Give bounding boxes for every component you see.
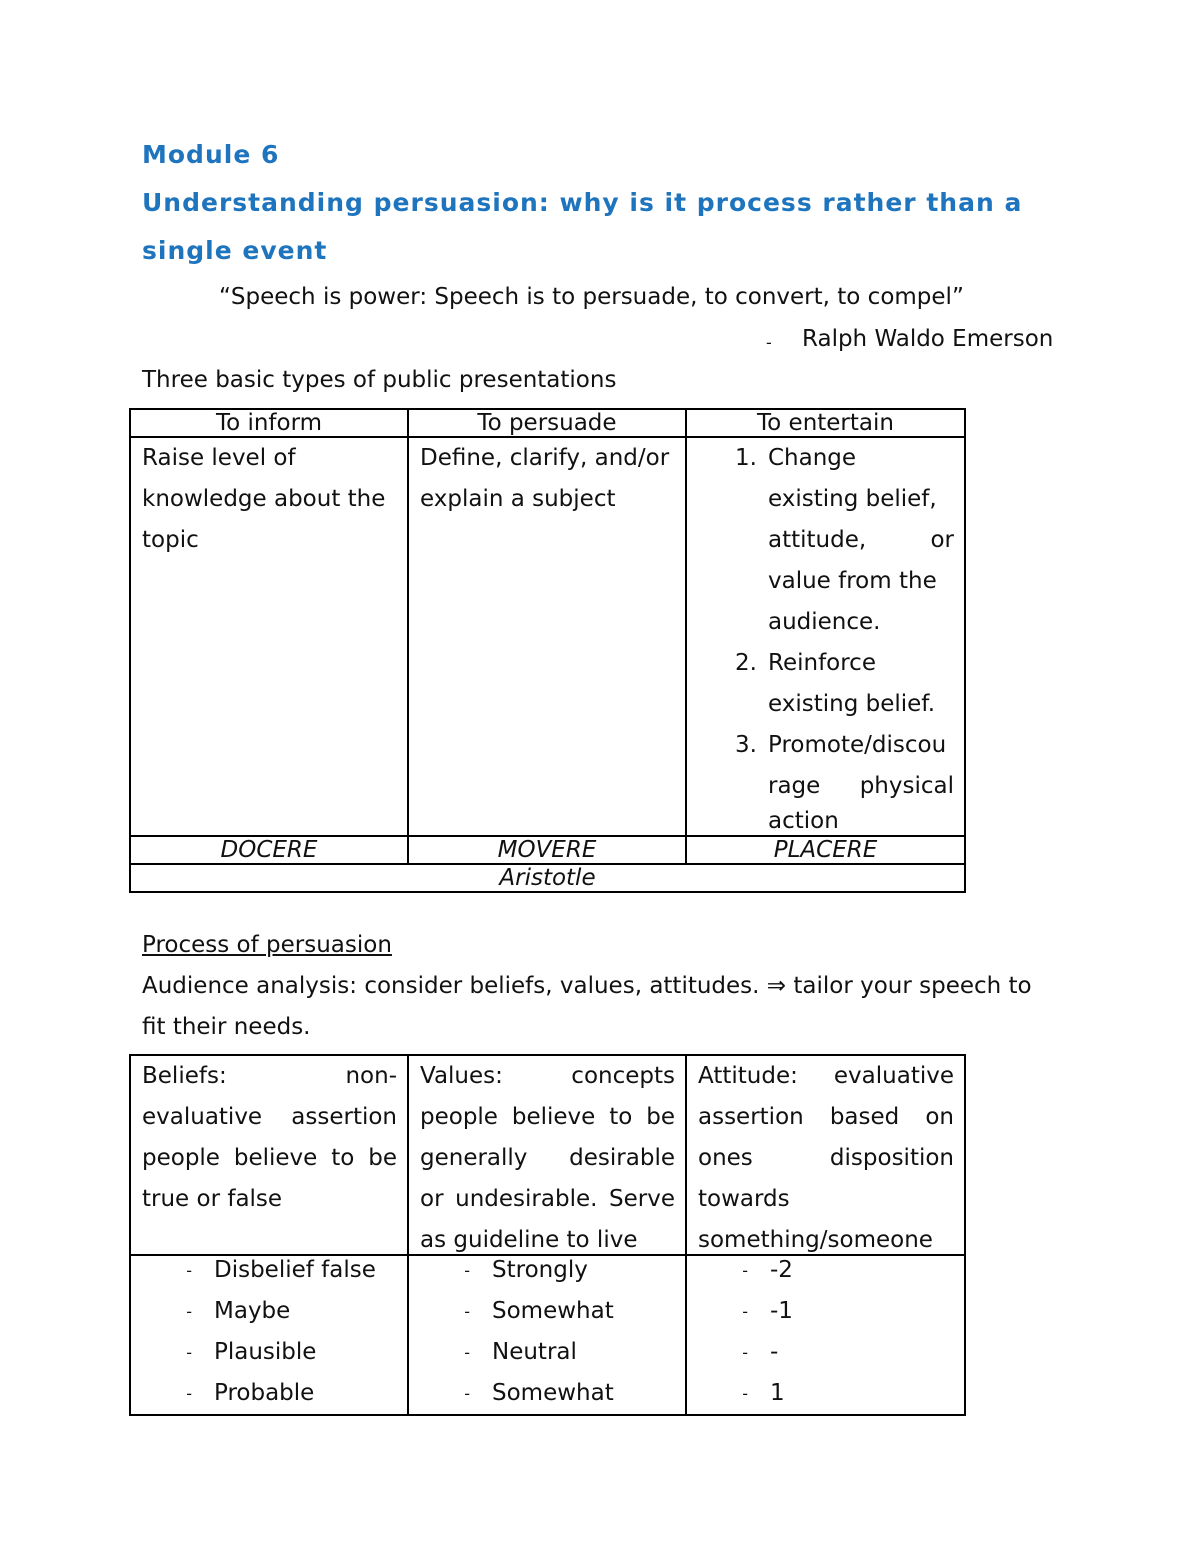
attribution-dash: - [766,333,772,352]
list-item: existing belief, [768,486,937,512]
quote-attribution: Ralph Waldo Emerson [802,326,1054,352]
list-item: 3. Promote/discou [735,732,947,758]
list-item: - Disbelief false [186,1257,376,1283]
list-item: - Maybe [186,1298,291,1324]
scale-row [130,1255,965,1415]
values-scale [408,1255,686,1415]
table1-content-row [130,437,965,836]
latin-movere: MOVERE [408,836,686,864]
subtitle-line-2: single event [142,236,328,265]
audience-line-2: fit their needs. [142,1014,311,1040]
values-definition: Values: concepts people believe to be generally desirable or undesirable. Serve as guideline to live [408,1055,686,1255]
list-item: - - [742,1339,779,1365]
module-title: Module 6 [142,140,280,169]
latin-row [130,836,965,864]
subtitle-line-1: Understanding persuasion: why is it process rather than a [142,188,1023,217]
list-item: value from the [768,568,937,594]
list-item: - Strongly [464,1257,588,1283]
aristotle-footer: Aristotle [130,864,965,892]
list-item: - -1 [742,1298,793,1324]
list-item: rage physical [768,773,954,799]
table1-header-row [130,409,965,437]
presentation-types-table [129,408,966,893]
inform-description: Raise level of knowledge about the topic [130,437,408,836]
table1-intro: Three basic types of public presentations [142,367,617,393]
audience-analysis-table [129,1054,966,1416]
entertain-list [687,438,964,835]
process-heading: Process of persuasion [142,932,392,958]
list-item: - Somewhat [464,1298,614,1324]
list-item: 1. Change [735,445,857,471]
quote: “Speech is power: Speech is to persuade, to convert, to compel” [219,284,964,310]
audience-line-1: Audience analysis: consider beliefs, values, attitudes. ⇒ tailor your speech to [142,973,1032,999]
list-item: attitude, or [768,527,954,553]
persuade-description: Define, clarify, and/or explain a subject [408,437,686,836]
beliefs-scale [130,1255,408,1415]
beliefs-definition: Beliefs: non- evaluative assertion people believe to be true or false [130,1055,408,1255]
list-item: - Plausible [186,1339,317,1365]
list-item: action [768,808,839,834]
header-to-entertain: To entertain [686,409,965,437]
list-item: - Somewhat [464,1380,614,1406]
list-item: - Probable [186,1380,315,1406]
list-item: - Neutral [464,1339,577,1365]
attitude-scale [686,1255,965,1415]
list-item: audience. [768,609,881,635]
header-to-inform: To inform [130,409,408,437]
list-item: existing belief. [768,691,936,717]
list-item: 2. Reinforce [735,650,876,676]
latin-placere: PLACERE [686,836,965,864]
entertain-description [686,437,965,836]
attitude-definition: Attitude: evaluative assertion based on ones disposition towards something/someone [686,1055,965,1255]
list-item: - 1 [742,1380,785,1406]
list-item: - -2 [742,1257,793,1283]
definitions-row [130,1055,965,1255]
latin-docere: DOCERE [130,836,408,864]
header-to-persuade: To persuade [408,409,686,437]
footer-row [130,864,965,892]
